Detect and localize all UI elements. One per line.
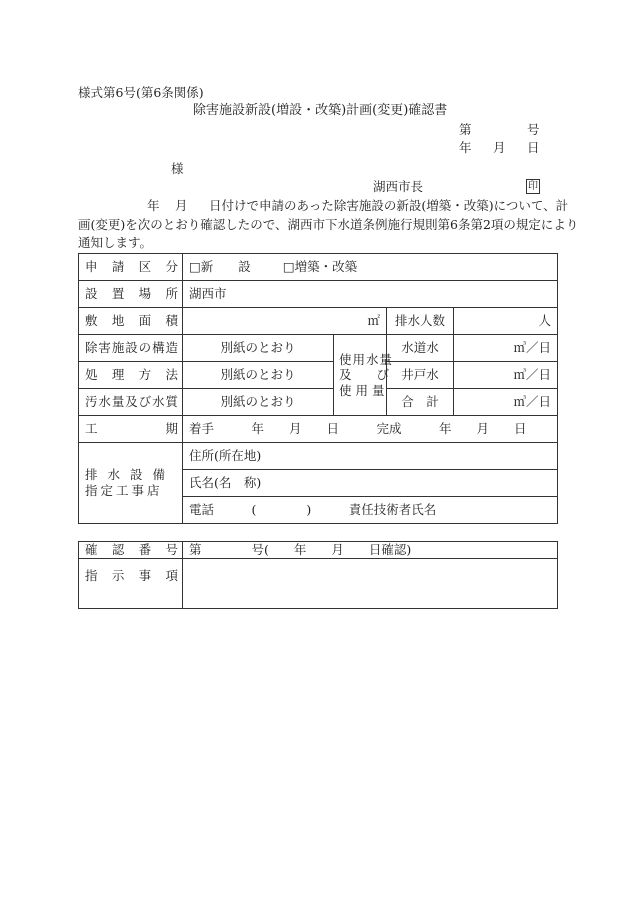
drain-people-unit: 人 (538, 313, 552, 329)
quality-value[interactable]: 別紙のとおり (183, 389, 334, 416)
site-area-value[interactable] (183, 308, 387, 335)
row-method (79, 362, 558, 389)
doc-number-suffix: 号 (527, 122, 540, 137)
seal-box: 印 (528, 181, 538, 192)
document-title: 除害施設新設(増設・改築)計画(変更)確認書 (193, 103, 448, 118)
body-text-line1: 日付けで申請のあった除害施設の新設(増築・改築)について、計 (209, 198, 569, 213)
quality-label: 汚水量及び水質 (79, 389, 183, 416)
application-table (78, 253, 558, 524)
water-usage-label (334, 335, 394, 416)
method-value[interactable]: 別紙のとおり (183, 362, 334, 389)
row-site-area (79, 308, 558, 335)
source-well-unit: ㎥／日 (513, 367, 552, 383)
application-type-label: 申請区分 (79, 254, 183, 281)
site-area-unit: ㎡ (367, 313, 380, 329)
contractor-name[interactable]: 氏名(名 称) (183, 470, 558, 497)
confirmation-table (78, 541, 558, 609)
source-total-label: 合 計 (387, 389, 454, 416)
option-new[interactable]: □新 設 (189, 259, 251, 275)
seal-mark (526, 179, 540, 194)
source-well-label: 井戸水 (387, 362, 454, 389)
row-instructions (79, 559, 558, 609)
source-tap-unit: ㎥／日 (513, 340, 552, 356)
body-text-line3: 通知します。 (78, 235, 153, 250)
row-application-type (79, 254, 558, 281)
instructions-value[interactable] (183, 559, 558, 609)
construction-value[interactable]: 着手 年 月 日 完成 年 月 日 (183, 416, 558, 443)
source-well-value[interactable] (454, 362, 558, 389)
date-day: 日 (527, 140, 540, 155)
drain-people-value[interactable] (454, 308, 558, 335)
addressee-suffix: 様 (171, 161, 184, 176)
date-year: 年 (459, 140, 472, 155)
water-usage-label-1 (339, 351, 394, 368)
row-contractor-address (79, 443, 558, 470)
option-expansion[interactable]: □増築・改築 (282, 259, 358, 275)
contractor-address[interactable]: 住所(所在地) (183, 443, 558, 470)
structure-value[interactable]: 別紙のとおり (183, 335, 334, 362)
issuer-name: 湖西市長 (373, 179, 424, 194)
form-number: 様式第6号(第6条関係) (78, 85, 204, 100)
structure-label: 除害施設の構造 (79, 335, 183, 362)
contractor-label (79, 443, 183, 524)
confirm-number-label: 確認番号 (79, 542, 183, 559)
row-quality (79, 389, 558, 416)
body-year: 年 (147, 198, 160, 213)
water-usage-label-2 (339, 367, 390, 383)
date-month: 月 (493, 140, 506, 155)
application-type-options (183, 254, 558, 281)
drain-people-label: 排水人数 (387, 308, 454, 335)
row-structure (79, 335, 558, 362)
construction-label: 工期 (79, 416, 183, 443)
contractor-label-1 (85, 467, 176, 483)
water-usage-line2: 及 び (339, 367, 390, 383)
location-label: 設置場所 (79, 281, 183, 308)
source-tap-label: 水道水 (387, 335, 454, 362)
body-text-line2: 画(変更)を次のとおり確認したので、湖西市下水道条例施行規則第6条第2項の規定により (78, 217, 579, 232)
location-value[interactable]: 湖西市 (183, 281, 558, 308)
water-usage-line1: 使用水量 (339, 351, 394, 367)
contractor-line2: 指定工事店 (85, 483, 163, 498)
method-label: 処理方法 (79, 362, 183, 389)
site-area-label: 敷地面積 (79, 308, 183, 335)
source-tap-value[interactable] (454, 335, 558, 362)
contractor-label-2 (85, 483, 176, 499)
body-month: 月 (175, 198, 188, 213)
contractor-phone[interactable]: 電話 ( ) 責任技術者氏名 (183, 497, 558, 524)
row-confirm-number (79, 542, 558, 559)
contractor-line1: 排水設備 (85, 467, 176, 483)
water-usage-line3: 使用量 (339, 382, 389, 398)
source-total-unit: ㎥／日 (513, 394, 552, 410)
row-location (79, 281, 558, 308)
doc-number-prefix: 第 (459, 122, 472, 137)
source-total-value[interactable] (454, 389, 558, 416)
instructions-label: 指示事項 (79, 559, 183, 609)
confirm-number-value[interactable]: 第 号( 年 月 日確認) (183, 542, 558, 559)
water-usage-label-3 (339, 382, 389, 399)
row-construction (79, 416, 558, 443)
